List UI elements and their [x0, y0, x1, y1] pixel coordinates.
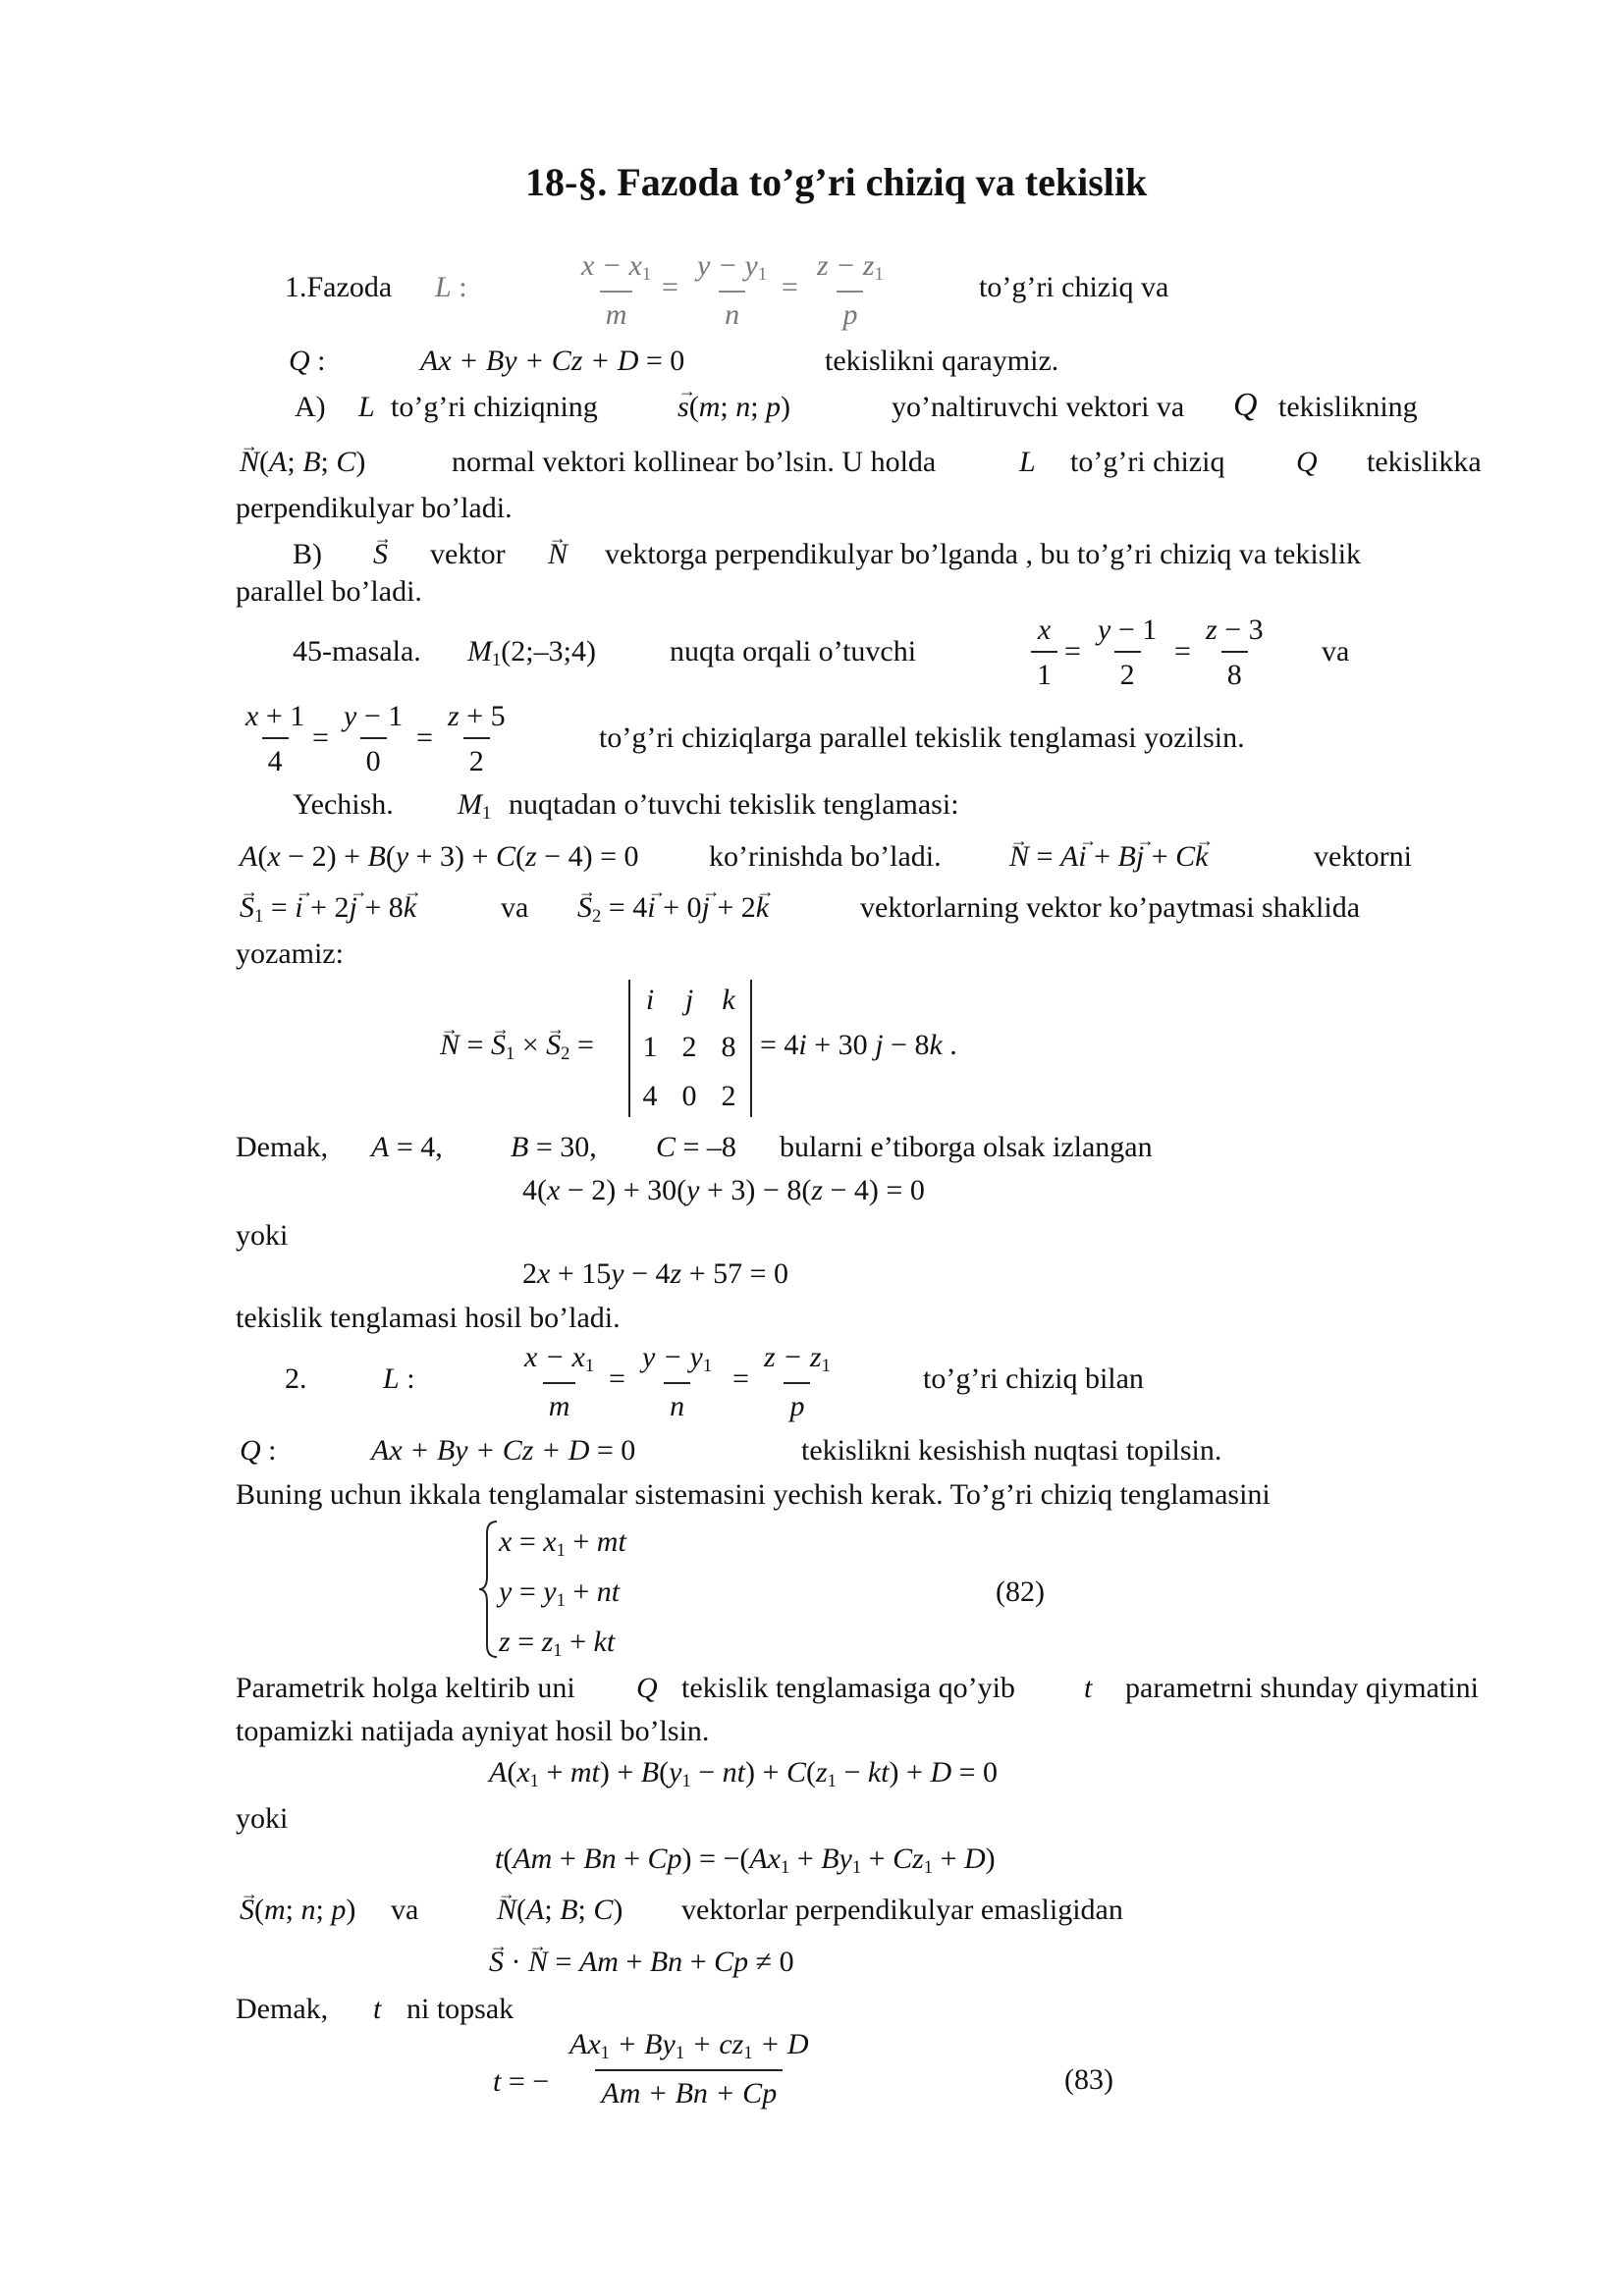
paragraph-text: nuqta orqali o’tuvchi: [670, 635, 917, 667]
math-fraction: $\frac{x}{1}$: [1031, 615, 1057, 690]
page-title: 18-§. Fazoda to’g’ri chiziq va tekislik: [525, 160, 1148, 204]
paragraph-text: tekislikka: [1367, 446, 1482, 478]
math-expression: $y = y_1$ + nt: [499, 1575, 621, 1612]
paragraph-text: tekislik tenglamasi hosil bo’ladi.: [236, 1302, 621, 1334]
paragraph-text: va: [501, 891, 529, 924]
paragraph-text: parametrni shunday qiymatini: [1125, 1672, 1479, 1704]
math-expression: t: [373, 1993, 382, 2025]
math-symbol: =: [1064, 635, 1081, 667]
paragraph-text: ko’rinishda bo’ladi.: [709, 840, 942, 873]
paragraph-text: 2.: [285, 1362, 307, 1395]
paragraph-text: 45-masala.: [293, 635, 421, 667]
math-expression: → N = → $S_1$ × → $S_2$ =: [440, 1031, 594, 1064]
paragraph-text: tekislikning: [1278, 391, 1418, 423]
paragraph-text: yo’naltiruvchi vektori va: [892, 391, 1185, 423]
paragraph-text: 1.Fazoda: [285, 271, 393, 303]
math-expression: Q: [1296, 446, 1318, 478]
math-expression: A(x − 2) + B(y + 3) + C(z − 4) = 0: [240, 840, 639, 873]
math-expression: $x = x_1$ + mt: [499, 1525, 626, 1562]
math-expression: $t(Am + Bn + Cp) = -(Ax_1 + By_1 + Cz_1 + D)$: [495, 1842, 996, 1879]
math-expression: B = 30,: [511, 1131, 597, 1163]
paragraph-text: A): [295, 391, 326, 423]
math-fraction: $\frac{x - x_1}{m}$: [524, 1341, 595, 1422]
curly-brace: [477, 1520, 499, 1659]
math-expression: t = −: [493, 2065, 550, 2098]
math-expression: $M_1$: [458, 788, 492, 825]
math-expression: L: [358, 391, 375, 423]
paragraph-text: tekislikni qaraymiz.: [825, 345, 1059, 377]
math-fraction: $\frac{z - z_1}{p}$: [817, 249, 884, 331]
paragraph-text: Yechish.: [293, 788, 394, 821]
paragraph-text: va: [391, 1894, 419, 1926]
paragraph-text: vektorga perpendikulyar bo’lganda , bu to’g’ri chiziq va tekislik: [605, 538, 1362, 570]
math-expression: A = 4,: [371, 1131, 443, 1163]
math-expression: → N(A; B; C): [240, 448, 365, 477]
paragraph-text: normal vektori kollinear bo’lsin. U holda: [452, 446, 937, 478]
math-expression: L: [1019, 446, 1036, 478]
math-expression: L :: [435, 271, 467, 303]
math-expression: → s(m; n; p): [677, 393, 790, 422]
math-fraction: $\frac{x - x_1}{m}$: [581, 249, 652, 331]
paragraph-text: Demak,: [236, 1993, 329, 2025]
math-expression: → S · → N = Am + Bn + Cp ≠ 0: [489, 1948, 794, 1977]
math-fraction: $\frac{y - y_1}{n}$: [697, 249, 768, 331]
paragraph-text: to’g’ri chiziqlarga parallel tekislik tenglamasi yozilsin.: [599, 721, 1245, 754]
math-expression: → $S_1$ = → i + 2→ j + 8→ k: [240, 893, 416, 927]
math-expression: Q :: [289, 345, 326, 377]
paragraph-text: Demak,: [236, 1131, 329, 1163]
paragraph-text: yoki: [236, 1219, 289, 1252]
math-expression: → N: [548, 540, 568, 569]
math-symbol: =: [732, 1362, 749, 1395]
paragraph-text: yoki: [236, 1802, 289, 1835]
math-fraction: $\frac{z - 3}{8}$: [1206, 614, 1264, 691]
math-expression: $M_1(2;-3;4)$: [467, 635, 596, 671]
math-expression: Q :: [240, 1434, 277, 1467]
math-fraction: $\frac{x + 1}{4}$: [245, 700, 305, 777]
math-expression: Ax + By + Cz + D = 0: [371, 1434, 636, 1467]
math-expression: → N(A; B; C): [497, 1896, 623, 1925]
math-expression: → S: [373, 540, 388, 569]
paragraph-text: vektorni: [1314, 840, 1412, 873]
math-expression: → N = A→ i + B→ j + C→ k: [1009, 842, 1208, 872]
equation-number: (82): [996, 1575, 1045, 1608]
math-symbol: =: [662, 271, 678, 303]
math-expression: = 4i + 30 j − 8k .: [760, 1029, 957, 1061]
paragraph-text: Parametrik holga keltirib uni: [236, 1672, 575, 1704]
math-symbol: =: [312, 721, 329, 754]
math-symbol: =: [416, 721, 433, 754]
math-expression: t: [1084, 1672, 1093, 1704]
paragraph-text: tekislik tenglamasiga qo’yib: [681, 1672, 1015, 1704]
math-expression: Q: [1233, 387, 1258, 423]
paragraph-text: to’g’ri chiziq va: [979, 271, 1169, 303]
paragraph-text: to’g’ri chiziq: [1070, 446, 1225, 478]
math-fraction: $\frac{z + 5}{2}$: [448, 700, 506, 777]
math-symbol: =: [782, 271, 798, 303]
math-expression: Ax + By + Cz + D = 0: [420, 345, 685, 377]
math-fraction: $\frac{z - z_1}{p}$: [764, 1341, 831, 1422]
math-expression: $z = z_1$ + kt: [499, 1626, 616, 1662]
paragraph-text: vektorlarning vektor ko’paytmasi shaklida: [860, 891, 1361, 924]
determinant: i j k 1 2 8 4 0 2: [628, 980, 752, 1117]
paragraph-text: to’g’ri chiziqning: [391, 391, 598, 423]
paragraph-text: topamizki natijada ayniyat hosil bo’lsin.: [236, 1715, 710, 1747]
paragraph-text: bularni e’tiborga olsak izlangan: [780, 1131, 1153, 1163]
paragraph-text: tekislikni kesishish nuqtasi topilsin.: [801, 1434, 1222, 1467]
math-expression: $A(x_1 + mt) + B(y_1 - nt) + C(z_1 - kt) + D = 0$: [489, 1756, 999, 1792]
paragraph-text: nuqtadan o’tuvchi tekislik tenglamasi:: [509, 788, 959, 821]
paragraph-text: yozamiz:: [236, 937, 344, 970]
math-fraction: $\frac{Ax_1 + By_1 + cz_1 + D}{Am + Bn + Cp}$: [569, 2028, 809, 2109]
paragraph-text: vektorlar perpendikulyar emasligidan: [681, 1894, 1123, 1926]
math-expression: → S(m; n; p): [240, 1896, 355, 1925]
paragraph-text: vektor: [430, 538, 506, 570]
math-fraction: $\frac{y - 1}{0}$: [344, 700, 404, 777]
paragraph-text: to’g’ri chiziq bilan: [923, 1362, 1144, 1395]
math-expression: L :: [383, 1362, 415, 1395]
math-fraction: $\frac{y - 1}{2}$: [1098, 614, 1158, 691]
math-expression: Q: [636, 1672, 658, 1704]
paragraph-text: B): [293, 538, 322, 570]
paragraph-text: va: [1322, 635, 1350, 667]
math-expression: → $S_2 = 4\to i + 0\to j + 2\to k$: [577, 893, 769, 927]
paragraph-text: ni topsak: [406, 1993, 514, 2025]
equation-number: (83): [1064, 2063, 1113, 2096]
math-expression: 4(x − 2) + 30(y + 3) − 8(z − 4) = 0: [522, 1174, 925, 1206]
math-symbol: =: [1174, 635, 1191, 667]
math-symbol: =: [609, 1362, 625, 1395]
paragraph-text: Buning uchun ikkala tenglamalar sistemasini yechish kerak. To’g’ri chiziq tenglamasini: [236, 1478, 1271, 1511]
math-expression: 2x + 15y − 4z + 57 = 0: [522, 1257, 789, 1290]
paragraph-text: parallel bo’ladi.: [236, 575, 422, 608]
math-expression: C = –8: [656, 1131, 736, 1163]
paragraph-text: perpendikulyar bo’ladi.: [236, 492, 513, 524]
math-fraction: $\frac{y - y_1}{n}$: [642, 1341, 713, 1422]
